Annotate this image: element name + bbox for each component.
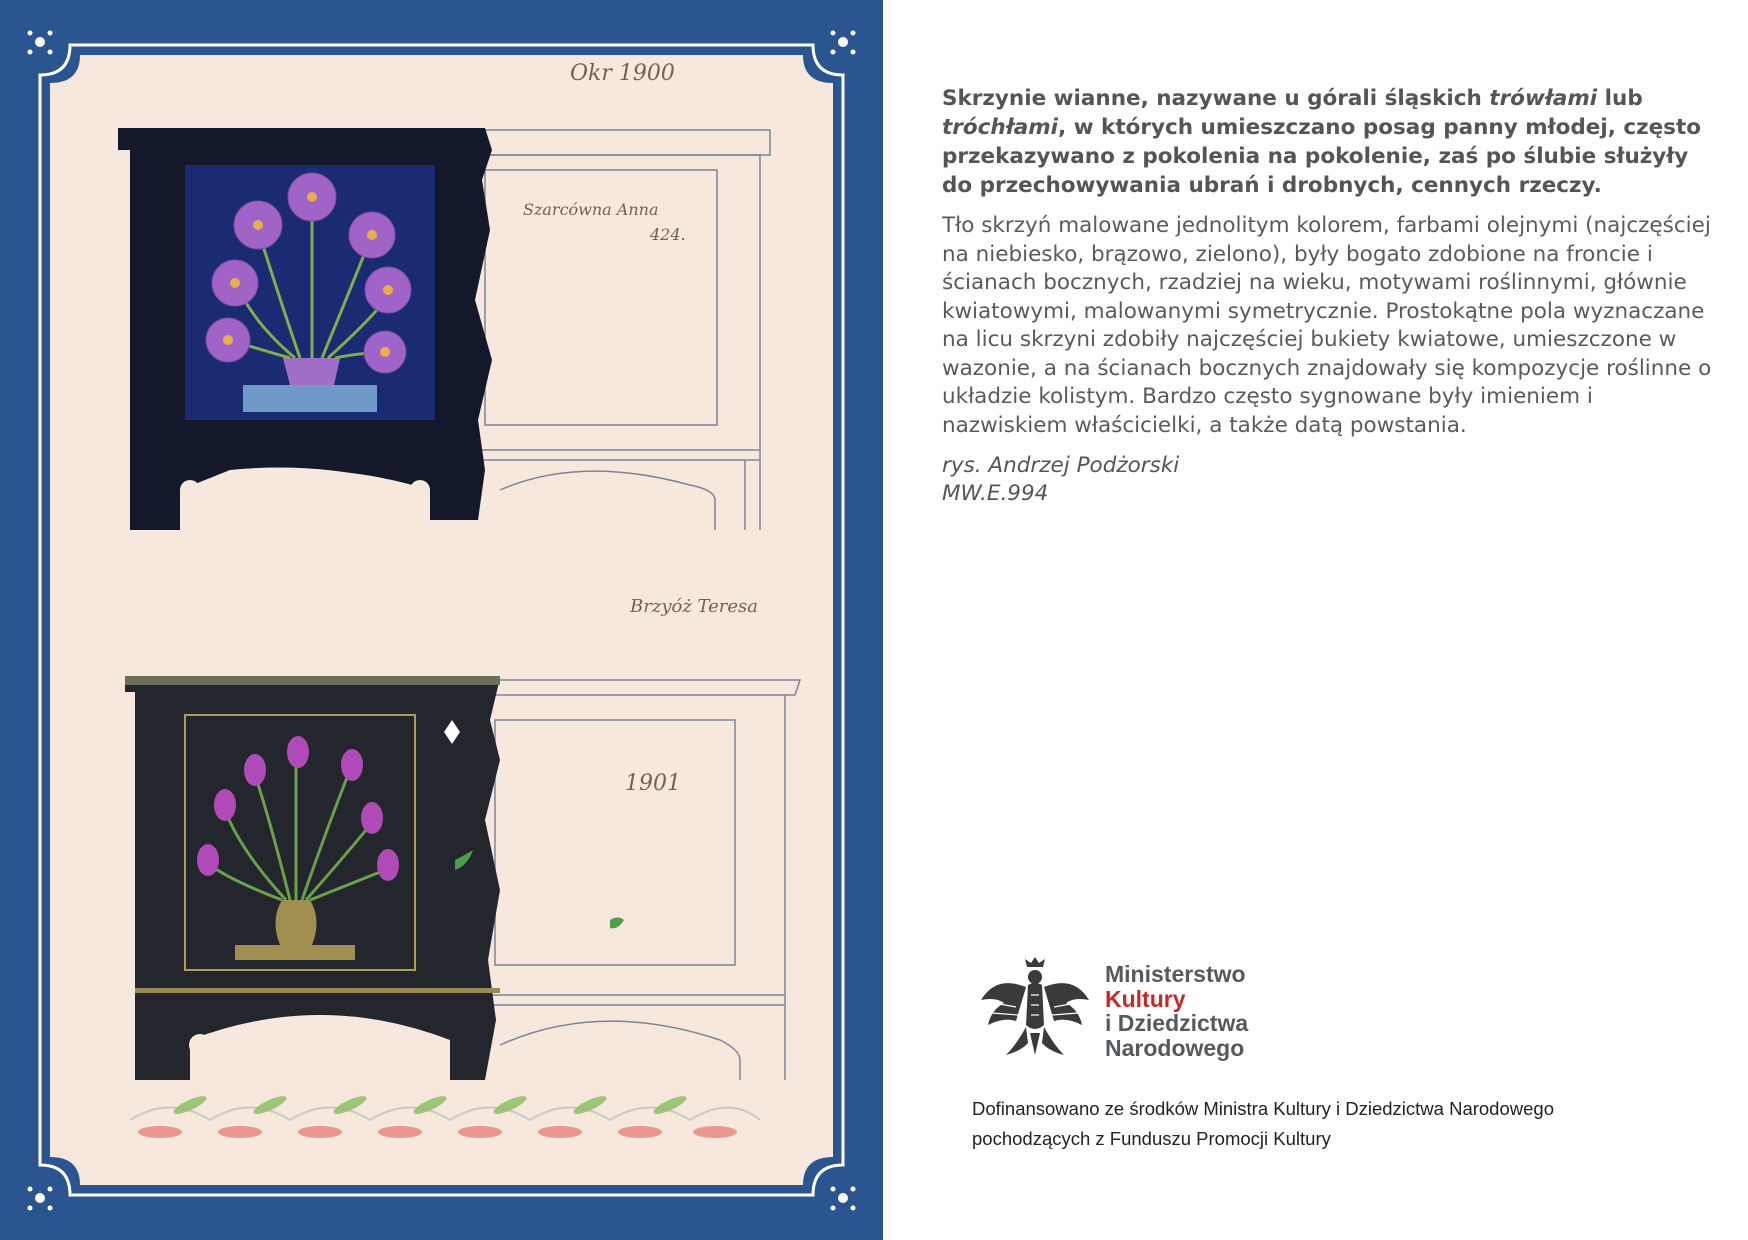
body-paragraph: Tło skrzyń malowane jednolitym kolorem, farbami olejnymi (najczęściej na niebiesko, brązowo, zielono), były bogato zdobione na froncie i ścianach bocznych, rzadziej na wieku, motywami roślinnymi, głównie kwiatowymi, malowanymi symetrycznie. Prostokątne pola wyznaczane na licu skrzyni zdobiły najczęściej bukiety kwiatowe, umieszczone w wazonie, a na ścianach bocznych znajdowały się kompozycje roślinne o układzie kolistym. Bardzo często sygnowane były imieniem i nazwiskiem właścicielki, a także datą powstania. [942,213,1712,438]
lead-term-1: trówłami [1489,86,1598,111]
second-date-note: 1901 [625,771,681,796]
lead-text-1: Skrzynie wianne, nazywane u górali śląskich [942,86,1490,111]
lead-term-2: tróchłami [942,115,1059,140]
ministry-line-1: Ministerstwo [1105,961,1246,987]
ministry-logo-text [1105,962,1248,1060]
top-date-note: Okr 1900 [570,61,675,86]
description-text [942,84,1712,508]
funding-line-2: pochodzących z Funduszu Promocji Kultury [972,1128,1331,1149]
funding-note [972,1094,1672,1154]
lead-text-3: , w których umieszczano posag panny młodej, często przekazywano z pokolenia na pokolenie, zaś po ślubie służyły do przechowywania ubrań i drobnych, cennych rzeczy. [942,115,1702,198]
ministry-line-2: Kultury [1105,985,1186,1012]
owner-name-note: Szarcówna Anna [523,200,659,219]
lead-text-2: lub [1597,86,1643,111]
second-signature-note: Brzyóż Teresa [630,596,759,617]
funding-line-1: Dofinansowano ze środków Ministra Kultury i Dziedzictwa Narodowego [972,1098,1554,1119]
ministry-line-4: Narodowego [1105,1034,1245,1061]
ministry-line-3: i Dziedzictwa [1105,1010,1249,1036]
lead-paragraph [942,84,1712,200]
credit-author: rys. Andrzej Podżorski [942,453,1180,478]
owner-number-note: 424. [650,225,686,244]
credit-id: MW.E.994 [942,481,1049,506]
